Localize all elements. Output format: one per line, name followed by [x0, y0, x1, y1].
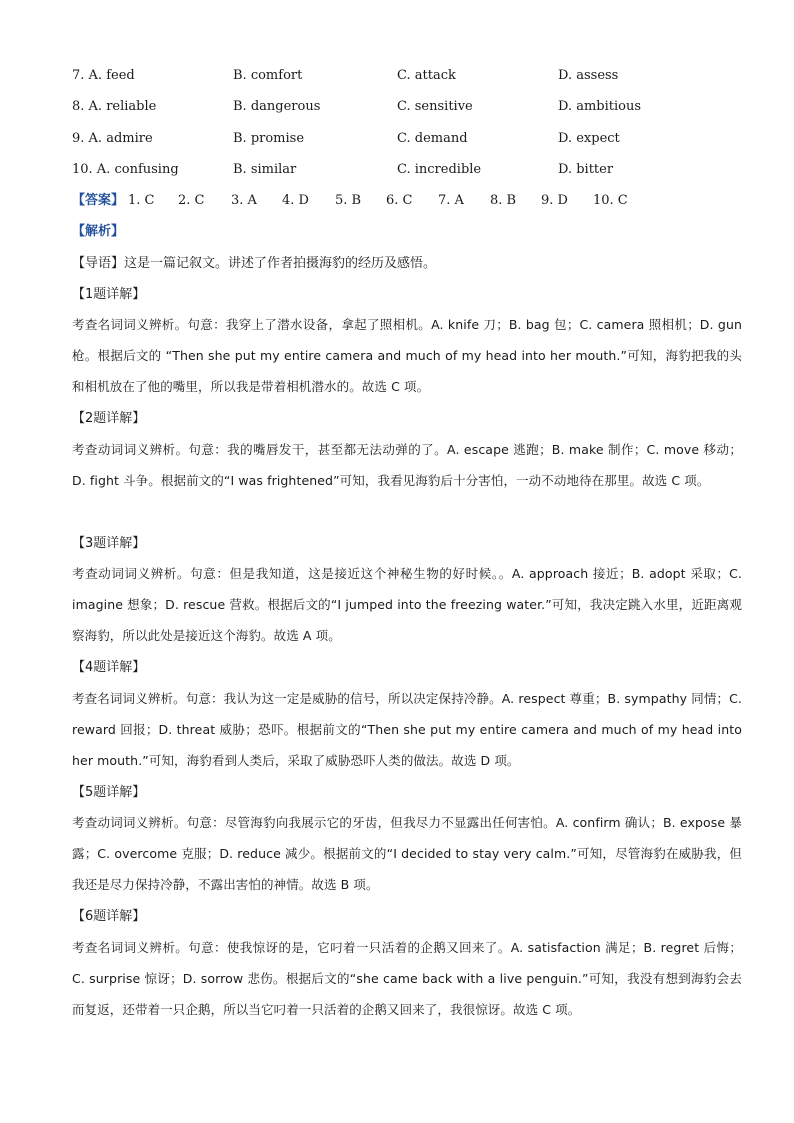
option-c: C. attack: [397, 68, 456, 83]
detail-paragraph-1: 考查名词词义辨析。句意：我穿上了潜水设备，拿起了照相机。A. knife 刀；B. bag 包；C. camera 照相机；D. gun 枪。根据后文的 “Then she put my entire camera and much of my head into her mouth.”可知，海豹把我的头和相机放在了他的嘴里，所以我是带着相机潜水的。故选 C 项。: [72, 317, 742, 394]
option-a: 7. A. feed: [72, 68, 135, 83]
answer-item: 8. B: [490, 193, 517, 208]
answer-line: [72, 189, 752, 213]
option-c: C. demand: [397, 131, 468, 146]
detail-heading-2: 【2题详解】: [72, 411, 146, 426]
option-c: C. incredible: [397, 162, 482, 177]
option-b: B. similar: [233, 162, 297, 177]
detail-heading-4: 【4题详解】: [72, 660, 146, 675]
answer-label: 【答案】: [72, 193, 125, 208]
detail-heading-3: 【3题详解】: [72, 536, 146, 551]
option-row-8: [72, 95, 752, 119]
option-d: D. ambitious: [558, 99, 642, 114]
detail-paragraph-6: 考查名词词义辨析。句意：使我惊讶的是，它叼着一只活着的企鹅又回来了。A. satisfaction 满足；B. regret 后悔；C. surprise 惊讶；D. sorrow 悲伤。根据后文的“she came back with a live penguin.”可知，我没有想到海豹会去而复返，还带着一只企鹅，所以当它叼着一只活着的企鹅又回来了，我很惊讶。故选 C 项。: [72, 940, 742, 1017]
option-d: D. assess: [558, 68, 619, 83]
detail-heading-6: 【6题详解】: [72, 909, 146, 924]
option-a: 9. A. admire: [72, 131, 153, 146]
answer-item: 9. D: [541, 193, 568, 208]
option-d: D. bitter: [558, 162, 614, 177]
option-b: B. promise: [233, 131, 305, 146]
detail-paragraph-5: 考查动词词义辨析。句意：尽管海豹向我展示它的牙齿，但我尽力不显露出任何害怕。A. confirm 确认；B. expose 暴露；C. overcome 克服；D. reduce 减少。根据前文的“I decided to stay very calm.”可知，尽管海豹在威胁我，但我还是尽力保持冷静，不露出害怕的神情。故选 B 项。: [72, 815, 742, 892]
option-d: D. expect: [558, 131, 620, 146]
option-a: 10. A. confusing: [72, 162, 179, 177]
answer-item: 5. B: [335, 193, 362, 208]
option-c: C. sensitive: [397, 99, 473, 114]
detail-paragraph-2: 考查动词词义辨析。句意：我的嘴唇发干，甚至都无法动弹的了。A. escape 逃跑；B. make 制作；C. move 移动；D. fight 斗争。根据前文的“I was frightened”可知，我看见海豹后十分害怕，一动不动地待在那里。故选 C 项。: [72, 442, 742, 488]
option-b: B. dangerous: [233, 99, 321, 114]
detail-heading-5: 【5题详解】: [72, 785, 146, 800]
answer-item: 4. D: [282, 193, 309, 208]
answer-items: [128, 189, 748, 213]
option-b: B. comfort: [233, 68, 303, 83]
option-a: 8. A. reliable: [72, 99, 157, 114]
detail-heading-1: 【1题详解】: [72, 287, 146, 302]
option-row-7: [72, 64, 752, 88]
option-row-9: [72, 127, 752, 151]
detail-paragraph-4: 考查名词词义辨析。句意：我认为这一定是威胁的信号，所以决定保持冷静。A. respect 尊重；B. sympathy 同情；C. reward 回报；D. threat 威胁；恐吓。根据前文的“Then she put my entire camera and much of my head into her mouth.”可知，海豹看到人类后，采取了威胁恐吓人类的做法。故选 D 项。: [72, 691, 742, 768]
answer-item: 3. A: [231, 193, 257, 208]
answer-item: 10. C: [593, 193, 628, 208]
option-row-10: [72, 158, 752, 182]
answer-item: 1. C: [128, 193, 155, 208]
answer-item: 7. A: [438, 193, 464, 208]
answer-item: 6. C: [386, 193, 413, 208]
detail-paragraph-3: 考查动词词义辨析。句意：但是我知道，这是接近这个神秘生物的好时候。。A. approach 接近；B. adopt 采取；C. imagine 想象；D. rescue 营救。根据后文的“I jumped into the freezing water.”可知，我决定跳入水里，近距离观察海豹，所以此处是接近这个海豹。故选 A 项。: [72, 566, 742, 643]
analysis-heading: 【解析】: [72, 224, 125, 239]
guide-line: 【导语】这是一篇记叙文。讲述了作者拍摄海豹的经历及感悟。: [72, 256, 437, 271]
answer-item: 2. C: [178, 193, 205, 208]
